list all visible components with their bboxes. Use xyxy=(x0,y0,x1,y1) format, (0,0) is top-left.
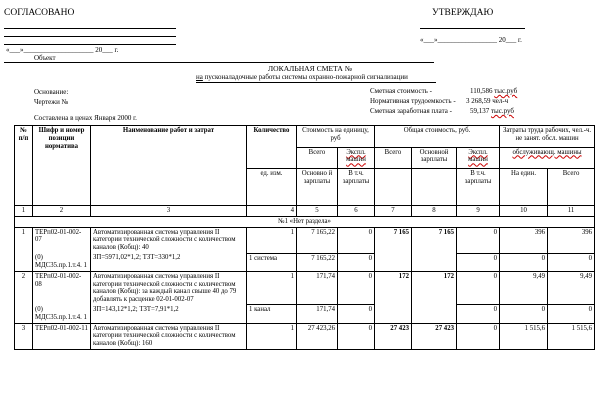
row-num: 3 xyxy=(15,323,33,349)
h-blank-1 xyxy=(375,169,412,206)
col-num: 3 xyxy=(91,206,247,217)
h-unit-mach xyxy=(338,147,375,169)
h-qty: Количество xyxy=(247,126,297,169)
right-approval-title: УТВЕРЖДАЮ xyxy=(432,8,494,18)
table-row xyxy=(15,227,595,253)
h-incl-wage: В т.ч. зарплаты xyxy=(338,169,375,206)
h-basic-wage-short: Основно й зарплаты xyxy=(297,169,338,206)
row-mach: 0 xyxy=(457,271,500,305)
subtitle-prefix: на xyxy=(196,73,203,81)
drawings-label: Чертежи № xyxy=(34,98,69,106)
row-mach: 0 xyxy=(457,227,500,253)
summary-labor-value xyxy=(466,97,508,105)
table-row xyxy=(15,323,595,349)
signature-line-right xyxy=(420,28,525,29)
h-exp-mach xyxy=(457,147,500,169)
basis-label: Основание: xyxy=(34,88,69,96)
h-name: Наименование работ и затрат xyxy=(91,126,247,206)
h-exp-mach-text: Экспл. машин xyxy=(468,148,488,164)
h-unit-mach-text: Экспл. машин xyxy=(346,148,366,164)
row-name: Автоматизированная система управления II категории технической сложности с количеством каналов (Кобщ): 40 xyxy=(91,227,247,253)
row-qty: 1 xyxy=(247,323,297,349)
row-qty: 1 xyxy=(247,271,297,305)
row-labor-unit: 9,49 xyxy=(500,271,548,305)
col-num: 2 xyxy=(33,206,91,217)
row-total: 172 xyxy=(375,271,412,305)
section-row xyxy=(15,216,595,227)
sub-total xyxy=(375,253,412,271)
sub-wage xyxy=(412,305,457,323)
row-wage: 172 xyxy=(412,271,457,305)
sub-labor-unit: 0 xyxy=(500,305,548,323)
sub-name: ЗП=143,12*1,2; ТЗТ=7,91*1,2 xyxy=(91,305,247,323)
labor-value: 3 268,59 xyxy=(466,97,491,105)
row-labor-total: 1 515,6 xyxy=(548,323,595,349)
row-unit-total: 7 165,22 xyxy=(297,227,338,253)
right-date: «___»_________________ 20___ г. xyxy=(420,36,522,44)
wage-value: 59,137 xyxy=(470,107,490,115)
row-name: Автоматизированная система управления II категории технической сложности с количеством каналов (Кобщ): за каждый канал свыше 40 до 79 добавлять к расценке 02-01-002-07 xyxy=(91,271,247,305)
row-qty: 1 xyxy=(247,227,297,253)
row-wage: 27 423 xyxy=(412,323,457,349)
row-unit-total: 27 423,26 xyxy=(297,323,338,349)
row-num: 2 xyxy=(15,271,33,305)
h-labor: Затраты труда рабочих, чел.-ч. не занят. обсл. машин xyxy=(500,126,595,148)
col-num: 10 xyxy=(500,206,548,217)
table-subrow xyxy=(15,253,595,271)
sub-wage xyxy=(412,253,457,271)
signature-line-2 xyxy=(4,36,176,37)
sub-qty: 1 канал xyxy=(247,305,297,323)
sub-num xyxy=(15,305,33,323)
section-title: №1 «Нет раздела» xyxy=(15,216,595,227)
sub-unit-total: 7 165,22 xyxy=(297,253,338,271)
row-total: 27 423 xyxy=(375,323,412,349)
summary-wage-value xyxy=(470,107,514,115)
cost-unit: тыс.руб xyxy=(494,87,518,95)
h-total-cost: Общая стоимость, руб. xyxy=(375,126,500,148)
cost-value: 110,586 xyxy=(470,87,493,95)
col-num: 4 xyxy=(247,206,297,217)
row-num: 1 xyxy=(15,227,33,253)
left-approval-title: СОГЛАСОВАНО xyxy=(4,8,75,18)
col-num: 11 xyxy=(548,206,595,217)
signature-line-3 xyxy=(4,44,176,45)
table-row xyxy=(15,271,595,305)
row-unit-mach: 0 xyxy=(338,227,375,253)
object-line xyxy=(4,62,434,63)
sub-unit-total: 171,74 xyxy=(297,305,338,323)
h-serving-mach-text: обслуживающ. машины xyxy=(512,148,582,156)
sub-unit-mach: 0 xyxy=(338,253,375,271)
row-total: 7 165 xyxy=(375,227,412,253)
h-total: Всего xyxy=(375,147,412,169)
row-unit-mach: 0 xyxy=(338,271,375,305)
row-unit-total: 171,74 xyxy=(297,271,338,305)
sub-mach: 0 xyxy=(457,305,500,323)
h-code: Шифр и номер позиции норматива xyxy=(33,126,91,206)
summary-cost-value xyxy=(470,87,517,95)
summary-cost-label: Сметная стоимость - xyxy=(370,87,432,95)
col-num: 6 xyxy=(338,206,375,217)
row-unit-mach: 0 xyxy=(338,323,375,349)
sub-labor-total: 0 xyxy=(548,253,595,271)
row-labor-total: 396 xyxy=(548,227,595,253)
col-num: 7 xyxy=(375,206,412,217)
sub-labor-total: 0 xyxy=(548,305,595,323)
sub-unit-mach: 0 xyxy=(338,305,375,323)
subtitle-text: пусконаладочные работы системы охранно-пожарной сигнализации xyxy=(204,73,408,81)
summary-labor-label: Нормативная трудоемкость - xyxy=(370,97,456,105)
row-mach: 0 xyxy=(457,323,500,349)
h-unit-meas: ед. изм. xyxy=(247,169,297,206)
labor-unit: чел-ч xyxy=(492,97,509,105)
h-unit-cost: Стоимость на единицу, руб xyxy=(297,126,375,148)
summary-wage-label: Сметная заработная плата - xyxy=(370,107,452,115)
h-serving-mach xyxy=(500,147,595,169)
subtitle-line xyxy=(196,82,436,83)
wage-unit: тыс.руб xyxy=(491,107,514,115)
sub-labor-unit: 0 xyxy=(500,253,548,271)
sub-name: ЗП=5971,02*1,2; ТЗТ=330*1,2 xyxy=(91,253,247,271)
row-labor-unit: 1 515,6 xyxy=(500,323,548,349)
object-label: Объект xyxy=(34,54,56,62)
row-name: Автоматизированная система управления II категории технической сложности с количеством каналов (Кобщ): 160 xyxy=(91,323,247,349)
h-per-unit: На един. xyxy=(500,169,548,206)
row-labor-total: 9,49 xyxy=(548,271,595,305)
row-wage: 7 165 xyxy=(412,227,457,253)
sub-code: (0) МДС35.пр.1.т.4. 1 xyxy=(33,305,91,323)
col-num: 8 xyxy=(412,206,457,217)
h-incl-wage-2: В т.ч. зарплаты xyxy=(457,169,500,206)
estimate-subtitle xyxy=(196,73,408,81)
row-labor-unit: 396 xyxy=(500,227,548,253)
estimate-table xyxy=(14,125,595,350)
col-num: 1 xyxy=(15,206,33,217)
col-num: 9 xyxy=(457,206,500,217)
compiled-note: Составлена в ценах Января 2000 г. xyxy=(34,114,137,122)
col-num: 5 xyxy=(297,206,338,217)
sub-qty: 1 система xyxy=(247,253,297,271)
estimate-title: ЛОКАЛЬНАЯ СМЕТА № xyxy=(268,64,352,73)
sub-total xyxy=(375,305,412,323)
h-basic-wage: Основной зарплаты xyxy=(412,147,457,169)
h-num: № п/п xyxy=(15,126,33,206)
left-date: «___»____________________ 20___ г. xyxy=(6,46,119,54)
row-code: ТЕРп02-01-002-08 xyxy=(33,271,91,305)
sub-code: (0) МДС35.пр.1.т.4. 1 xyxy=(33,253,91,271)
column-numbers-row xyxy=(15,206,595,217)
signature-line-1 xyxy=(4,28,176,29)
sub-mach: 0 xyxy=(457,253,500,271)
table-subrow xyxy=(15,305,595,323)
header-row-1 xyxy=(15,126,595,148)
row-code: ТЕРп02-01-002-07 xyxy=(33,227,91,253)
h-blank-2 xyxy=(412,169,457,206)
sub-num xyxy=(15,253,33,271)
row-code: ТЕРп02-01-002-11 xyxy=(33,323,91,349)
h-total2: Всего xyxy=(548,169,595,206)
h-unit-total: Всего xyxy=(297,147,338,169)
